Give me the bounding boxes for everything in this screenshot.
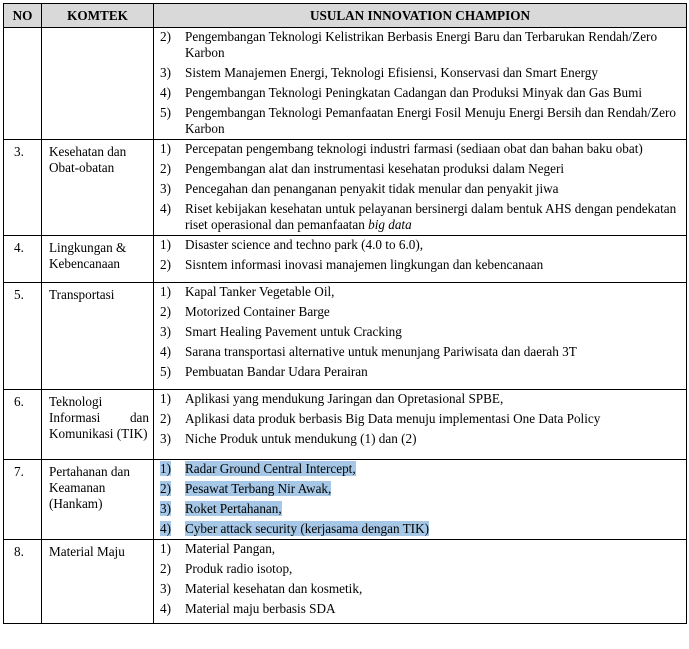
item-number (160, 391, 185, 407)
item-number-text: 4) (160, 521, 171, 536)
item-text-content: Pengembangan Teknologi Kelistrikan Berbasis Energi Baru dan Terbarukan Rendah/Zero Karbon (185, 29, 658, 60)
item-text (185, 541, 682, 557)
row-number: 7. (4, 460, 42, 540)
item-text (185, 324, 682, 340)
item-text-content: Pesawat Terbang Nir Awak, (185, 481, 332, 496)
item-number (160, 65, 185, 81)
row-number: 3. (4, 140, 42, 236)
list-item (160, 364, 682, 380)
item-text (185, 65, 682, 81)
item-text (185, 431, 682, 447)
list-item (160, 481, 682, 497)
list-item (160, 105, 682, 137)
item-text-content: Kapal Tanker Vegetable Oil, (185, 284, 335, 299)
item-text-content: Riset kebijakan kesehatan untuk pelayanan bersinergi dalam bentuk AHS dengan pendekatan riset operasional dan pemanfaatan (185, 201, 677, 232)
item-text-content: Pengembangan Teknologi Peningkatan Cadangan dan Produksi Minyak dan Gas Bumi (185, 85, 643, 100)
list-item (160, 284, 682, 300)
usulan-cell (154, 390, 687, 460)
item-number (160, 237, 185, 253)
item-number-text: 4) (160, 601, 171, 616)
item-text-content: Sistem Manajemen Energi, Teknologi Efisiensi, Konservasi dan Smart Energy (185, 65, 598, 80)
list-item (160, 304, 682, 320)
item-text (185, 85, 682, 101)
item-number (160, 141, 185, 157)
item-text-content: Radar Ground Central Intercept, (185, 461, 356, 476)
item-number-text: 2) (160, 481, 171, 496)
list-item (160, 324, 682, 340)
row-number: 8. (4, 540, 42, 624)
item-number (160, 324, 185, 340)
table-row (4, 390, 687, 460)
item-text-content: Roket Pertahanan, (185, 501, 282, 516)
item-text-content: Sisntem informasi inovasi manajemen lingkungan dan kebencanaan (185, 257, 544, 272)
list-item (160, 85, 682, 101)
item-text (185, 581, 682, 597)
item-text (185, 411, 682, 427)
item-text-content: Smart Healing Pavement untuk Cracking (185, 324, 402, 339)
komtek-cell (42, 28, 154, 140)
item-text-content: Material Pangan, (185, 541, 276, 556)
item-number-text: 1) (160, 284, 171, 299)
item-number-text: 4) (160, 85, 171, 100)
item-number (160, 344, 185, 360)
item-number-text: 5) (160, 364, 171, 379)
table-row (4, 540, 687, 624)
header-no: NO (4, 4, 42, 28)
list-item (160, 29, 682, 61)
list-item (160, 201, 682, 233)
item-number-text: 3) (160, 581, 171, 596)
item-number (160, 411, 185, 427)
item-text (185, 257, 682, 273)
usulan-cell (154, 540, 687, 624)
list-item (160, 461, 682, 477)
usulan-cell (154, 28, 687, 140)
header-komtek: KOMTEK (42, 4, 154, 28)
item-italic-text: big data (368, 217, 412, 232)
item-text-content: Sarana transportasi alternative untuk menunjang Pariwisata dan daerah 3T (185, 344, 577, 359)
table-row (4, 460, 687, 540)
item-text-content: Pengembangan alat dan instrumentasi kesehatan produksi dalam Negeri (185, 161, 565, 176)
item-text-content: Percepatan pengembang teknologi industri farmasi (sediaan obat dan bahan baku obat) (185, 141, 643, 156)
item-text (185, 344, 682, 360)
item-text-content: Aplikasi data produk berbasis Big Data menuju implementasi One Data Policy (185, 411, 601, 426)
list-item (160, 541, 682, 557)
item-number (160, 29, 185, 45)
komtek-cell: Teknologi Informasi dan Komunikasi (TIK) (42, 390, 154, 460)
item-text-content: Disaster science and techno park (4.0 to 6.0), (185, 237, 424, 252)
item-text (185, 141, 682, 157)
item-text (185, 105, 682, 137)
list-item (160, 601, 682, 617)
item-text-content: Niche Produk untuk mendukung (1) dan (2) (185, 431, 417, 446)
usulan-cell (154, 460, 687, 540)
table-row (4, 236, 687, 283)
item-text (185, 181, 682, 197)
list-item (160, 431, 682, 447)
item-text-content: Cyber attack security (kerjasama dengan TIK) (185, 521, 429, 536)
item-number-text: 3) (160, 324, 171, 339)
row-number: 5. (4, 283, 42, 390)
item-text-content: Pengembangan Teknologi Pemanfaatan Energi Fosil Menuju Energi Bersih dan Rendah/Zero Karbon (185, 105, 676, 136)
item-text (185, 521, 682, 537)
list-item (160, 521, 682, 537)
item-text-content: Material maju berbasis SDA (185, 601, 336, 616)
header-row (4, 4, 687, 28)
item-text (185, 364, 682, 380)
table-row (4, 140, 687, 236)
item-number-text: 3) (160, 65, 171, 80)
list-item (160, 181, 682, 197)
item-number-text: 4) (160, 201, 171, 216)
item-number (160, 201, 185, 217)
item-text (185, 201, 682, 233)
innovation-table (3, 3, 687, 624)
item-number (160, 481, 185, 497)
item-text (185, 501, 682, 517)
item-number-text: 5) (160, 105, 171, 120)
item-number-text: 1) (160, 237, 171, 252)
komtek-cell: Pertahanan dan Keamanan (Hankam) (42, 460, 154, 540)
row-number: 6. (4, 390, 42, 460)
list-item (160, 161, 682, 177)
komtek-cell: Lingkungan & Kebencanaan (42, 236, 154, 283)
item-text (185, 304, 682, 320)
item-text (185, 391, 682, 407)
item-number (160, 501, 185, 517)
usulan-cell (154, 283, 687, 390)
item-number (160, 105, 185, 121)
item-number (160, 581, 185, 597)
item-number-text: 2) (160, 161, 171, 176)
item-text (185, 601, 682, 617)
list-item (160, 257, 682, 273)
list-item (160, 561, 682, 577)
item-number (160, 85, 185, 101)
row-number: 4. (4, 236, 42, 283)
item-text-content: Pencegahan dan penanganan penyakit tidak menular dan penyakit jiwa (185, 181, 559, 196)
list-item (160, 501, 682, 517)
item-text (185, 561, 682, 577)
item-text-content: Material kesehatan dan kosmetik, (185, 581, 363, 596)
row-number (4, 28, 42, 140)
list-item (160, 391, 682, 407)
item-text (185, 461, 682, 477)
list-item (160, 581, 682, 597)
item-number-text: 2) (160, 257, 171, 272)
item-number (160, 364, 185, 380)
item-text-content: Aplikasi yang mendukung Jaringan dan Opretasional SPBE, (185, 391, 504, 406)
usulan-cell (154, 236, 687, 283)
item-number-text: 1) (160, 541, 171, 556)
item-text-content: Produk radio isotop, (185, 561, 293, 576)
komtek-cell: Transportasi (42, 283, 154, 390)
header-usulan: USULAN INNOVATION CHAMPION (154, 4, 687, 28)
item-number (160, 304, 185, 320)
item-text (185, 237, 682, 253)
item-text (185, 29, 682, 61)
item-number (160, 541, 185, 557)
table-row (4, 283, 687, 390)
item-text (185, 284, 682, 300)
item-text-content: Motorized Container Barge (185, 304, 330, 319)
item-text (185, 161, 682, 177)
item-number (160, 181, 185, 197)
item-number (160, 257, 185, 273)
item-number (160, 431, 185, 447)
item-number-text: 2) (160, 561, 171, 576)
item-number-text: 1) (160, 391, 171, 406)
item-number-text: 2) (160, 29, 171, 44)
item-number (160, 521, 185, 537)
item-number-text: 2) (160, 304, 171, 319)
table-row (4, 28, 687, 140)
item-number-text: 3) (160, 431, 171, 446)
item-number (160, 561, 185, 577)
list-item (160, 237, 682, 253)
item-number-text: 3) (160, 181, 171, 196)
item-text (185, 481, 682, 497)
item-number-text: 1) (160, 461, 171, 476)
list-item (160, 411, 682, 427)
item-number (160, 601, 185, 617)
list-item (160, 344, 682, 360)
item-number (160, 461, 185, 477)
komtek-cell: Material Maju (42, 540, 154, 624)
list-item (160, 141, 682, 157)
item-text-content: Pembuatan Bandar Udara Perairan (185, 364, 368, 379)
item-number (160, 284, 185, 300)
item-number-text: 3) (160, 501, 171, 516)
item-number-text: 4) (160, 344, 171, 359)
item-number (160, 161, 185, 177)
list-item (160, 65, 682, 81)
komtek-cell: Kesehatan dan Obat-obatan (42, 140, 154, 236)
item-number-text: 2) (160, 411, 171, 426)
usulan-cell (154, 140, 687, 236)
item-number-text: 1) (160, 141, 171, 156)
